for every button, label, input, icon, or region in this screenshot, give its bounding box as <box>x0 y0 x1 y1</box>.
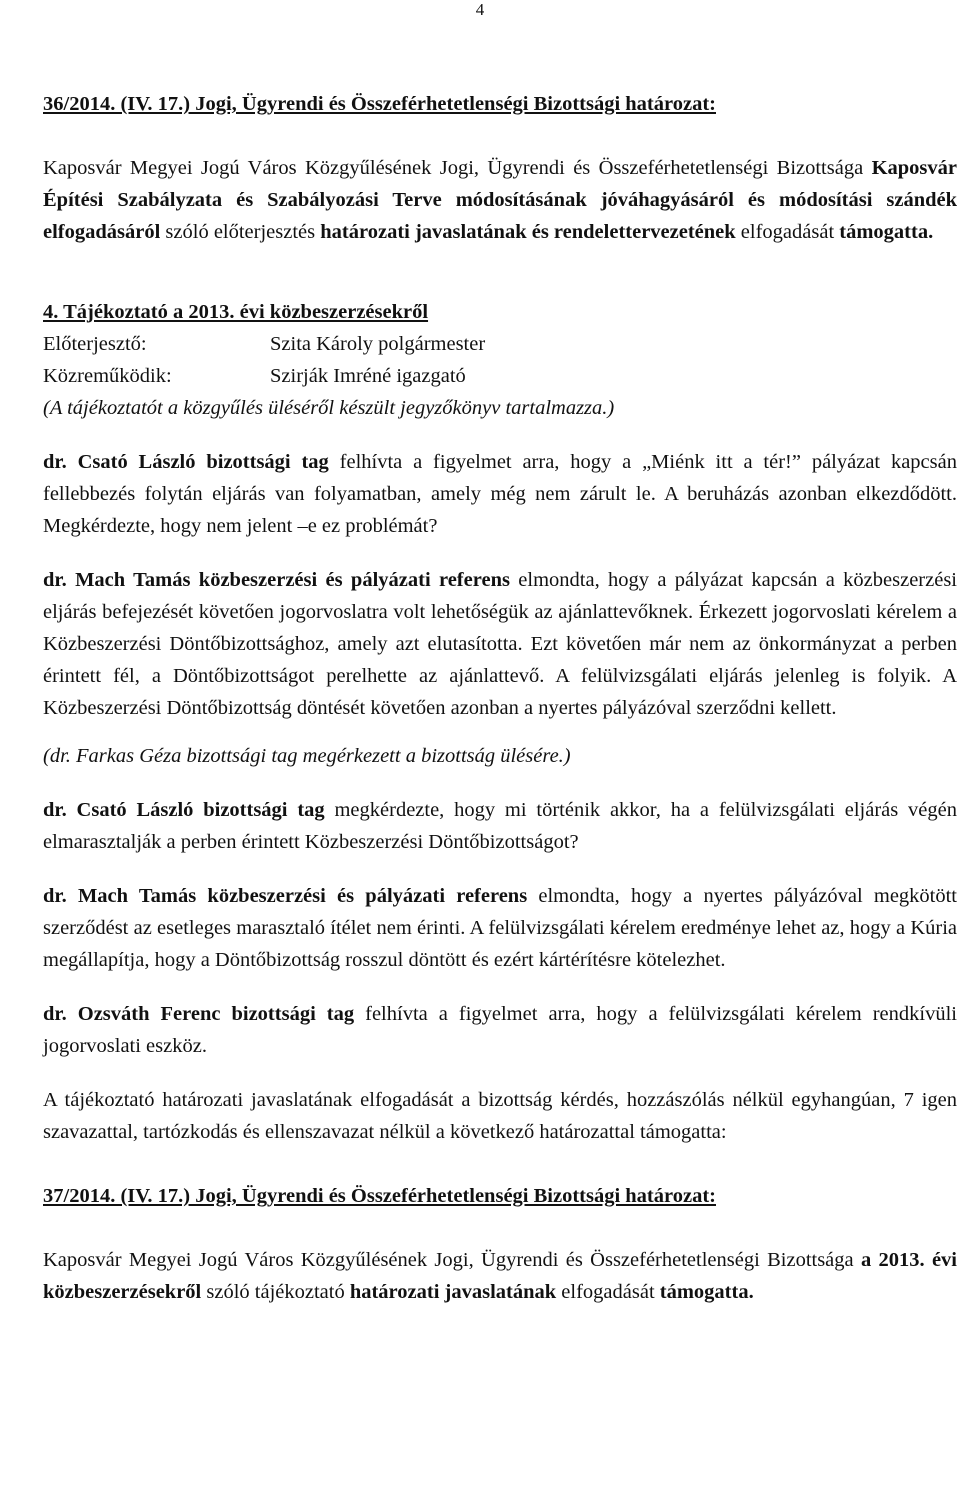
resolution-36-subject: Kaposvár Építési Szabályzata és Szabályozási Terve módosításának jóváhagyásáról és módosítási szándék elfogadásáról <box>43 157 957 243</box>
resolution-37-text-2: szóló tájékoztató <box>201 1281 350 1303</box>
speech-text: megkérdezte, hogy mi történik akkor, ha a felülvizsgálati eljárás végén elmarasztalják a perben érintett Közbeszerzési Döntőbizottságot? <box>43 799 958 853</box>
page-number: 4 <box>475 0 485 19</box>
vote-paragraph: A tájékoztató határozati javaslatának elfogadását a bizottság kérdés, hozzászólás nélkül egyhangúan, 7 igen szavazattal, tartózkodás és ellenszavazat nélkül a következő határozattal támogatta: <box>43 1089 957 1143</box>
paragraph-mach-2 <box>43 880 957 976</box>
resolution-37-object: határozati javaslatának <box>349 1281 557 1303</box>
speech-text: felhívta a figyelmet arra, hogy a „Miénk itt a tér!” pályázat kapcsán fellebbezés folytán eljárás van folyamatban, amely még nem zárult le. A beruházás azonban elkezdődött. Megkérdezte, hogy nem jelent –e ez problémát? <box>43 451 957 537</box>
paragraph-ozsvath <box>43 998 957 1062</box>
speaker-name: dr. Ozsváth Ferenc bizottsági tag <box>43 1003 355 1025</box>
resolution-36-text-1: Kaposvár Megyei Jogú Város Közgyűlésének Jogi, Ügyrendi és Összeférhetetlenségi Bizottsága <box>43 157 872 179</box>
resolution-37-text-1: Kaposvár Megyei Jogú Város Közgyűlésének Jogi, Ügyrendi és Összeférhetetlenségi Bizottsága <box>43 1249 861 1271</box>
speech-text: elmondta, hogy a nyertes pályázóval megkötött szerződést az esetleges marasztaló ítélet nem érinti. A felülvizsgálati kérelem eredménye lehet az, hogy a Kúria megállapítja, hogy a Döntőbizottság rosszul döntött és ezért kártérítésre kötelezhet. <box>43 885 957 971</box>
speech-text: elmondta, hogy a pályázat kapcsán a közbeszerzési eljárás befejezését követően jogorvoslatra volt lehetőségük az ajánlattevőknek. Érkezett jogorvoslati kérelem a Közbeszerzési Döntőbizottsághoz, amely azt elutasította. Ezt követően már nem az önkormányzat a perben érintett fél, a Döntőbizottságot perelhette az ajánlattevő. A felülvizsgálati eljárás jelenleg is folyik. A Közbeszerzési Döntőbizottság döntését követően azonban a nyertes pályázóval szerződni kellett. <box>43 569 957 719</box>
contributor-label: Közreműködik: <box>43 365 172 387</box>
document-body <box>43 88 957 1308</box>
resolution-36-object: határozati javaslatának és rendelettervezetének <box>320 221 736 243</box>
agenda-item-heading: 4. Tájékoztató a 2013. évi közbeszerzésekről <box>43 301 429 323</box>
speaker-name: dr. Csató László bizottsági tag <box>43 451 329 473</box>
speaker-name: dr. Mach Tamás közbeszerzési és pályázati referens <box>43 569 510 591</box>
paragraph-csato-2 <box>43 794 957 858</box>
agenda-note: (A tájékoztatót a közgyűlés üléséről készült jegyzőkönyv tartalmazza.) <box>43 397 615 419</box>
contributor-row <box>43 360 957 392</box>
resolution-36-text-3: elfogadását <box>735 221 840 243</box>
resolution-37-subject: a 2013. évi közbeszerzésekről <box>43 1249 957 1303</box>
resolution-37-text-3: elfogadását <box>556 1281 660 1303</box>
presenter-label: Előterjesztő: <box>43 333 147 355</box>
paragraph-csato-1 <box>43 446 957 542</box>
speaker-name: dr. Mach Tamás közbeszerzési és pályázati referens <box>43 885 528 907</box>
resolution-36-text-2: szóló előterjesztés <box>160 221 321 243</box>
resolution-37-heading: 37/2014. (IV. 17.) Jogi, Ügyrendi és Összeférhetetlenségi Bizottsági határozat: <box>43 1185 716 1207</box>
speaker-name: dr. Csató László bizottsági tag <box>43 799 325 821</box>
resolution-36-text <box>43 152 957 248</box>
attendance-note: (dr. Farkas Géza bizottsági tag megérkezett a bizottság ülésére.) <box>43 745 571 767</box>
speech-text: felhívta a figyelmet arra, hogy a felülvizsgálati kérelem rendkívüli jogorvoslati eszköz. <box>43 1003 957 1057</box>
resolution-37-text <box>43 1244 957 1308</box>
resolution-36-heading: 36/2014. (IV. 17.) Jogi, Ügyrendi és Összeférhetetlenségi Bizottsági határozat: <box>43 93 716 115</box>
resolution-36-verdict: támogatta. <box>839 221 934 243</box>
resolution-37-verdict: támogatta. <box>659 1281 754 1303</box>
paragraph-mach-1 <box>43 564 957 724</box>
contributor-value: Szirják Imréné igazgató <box>270 365 466 387</box>
presenter-value: Szita Károly polgármester <box>270 333 486 355</box>
presenter-row <box>43 328 957 360</box>
